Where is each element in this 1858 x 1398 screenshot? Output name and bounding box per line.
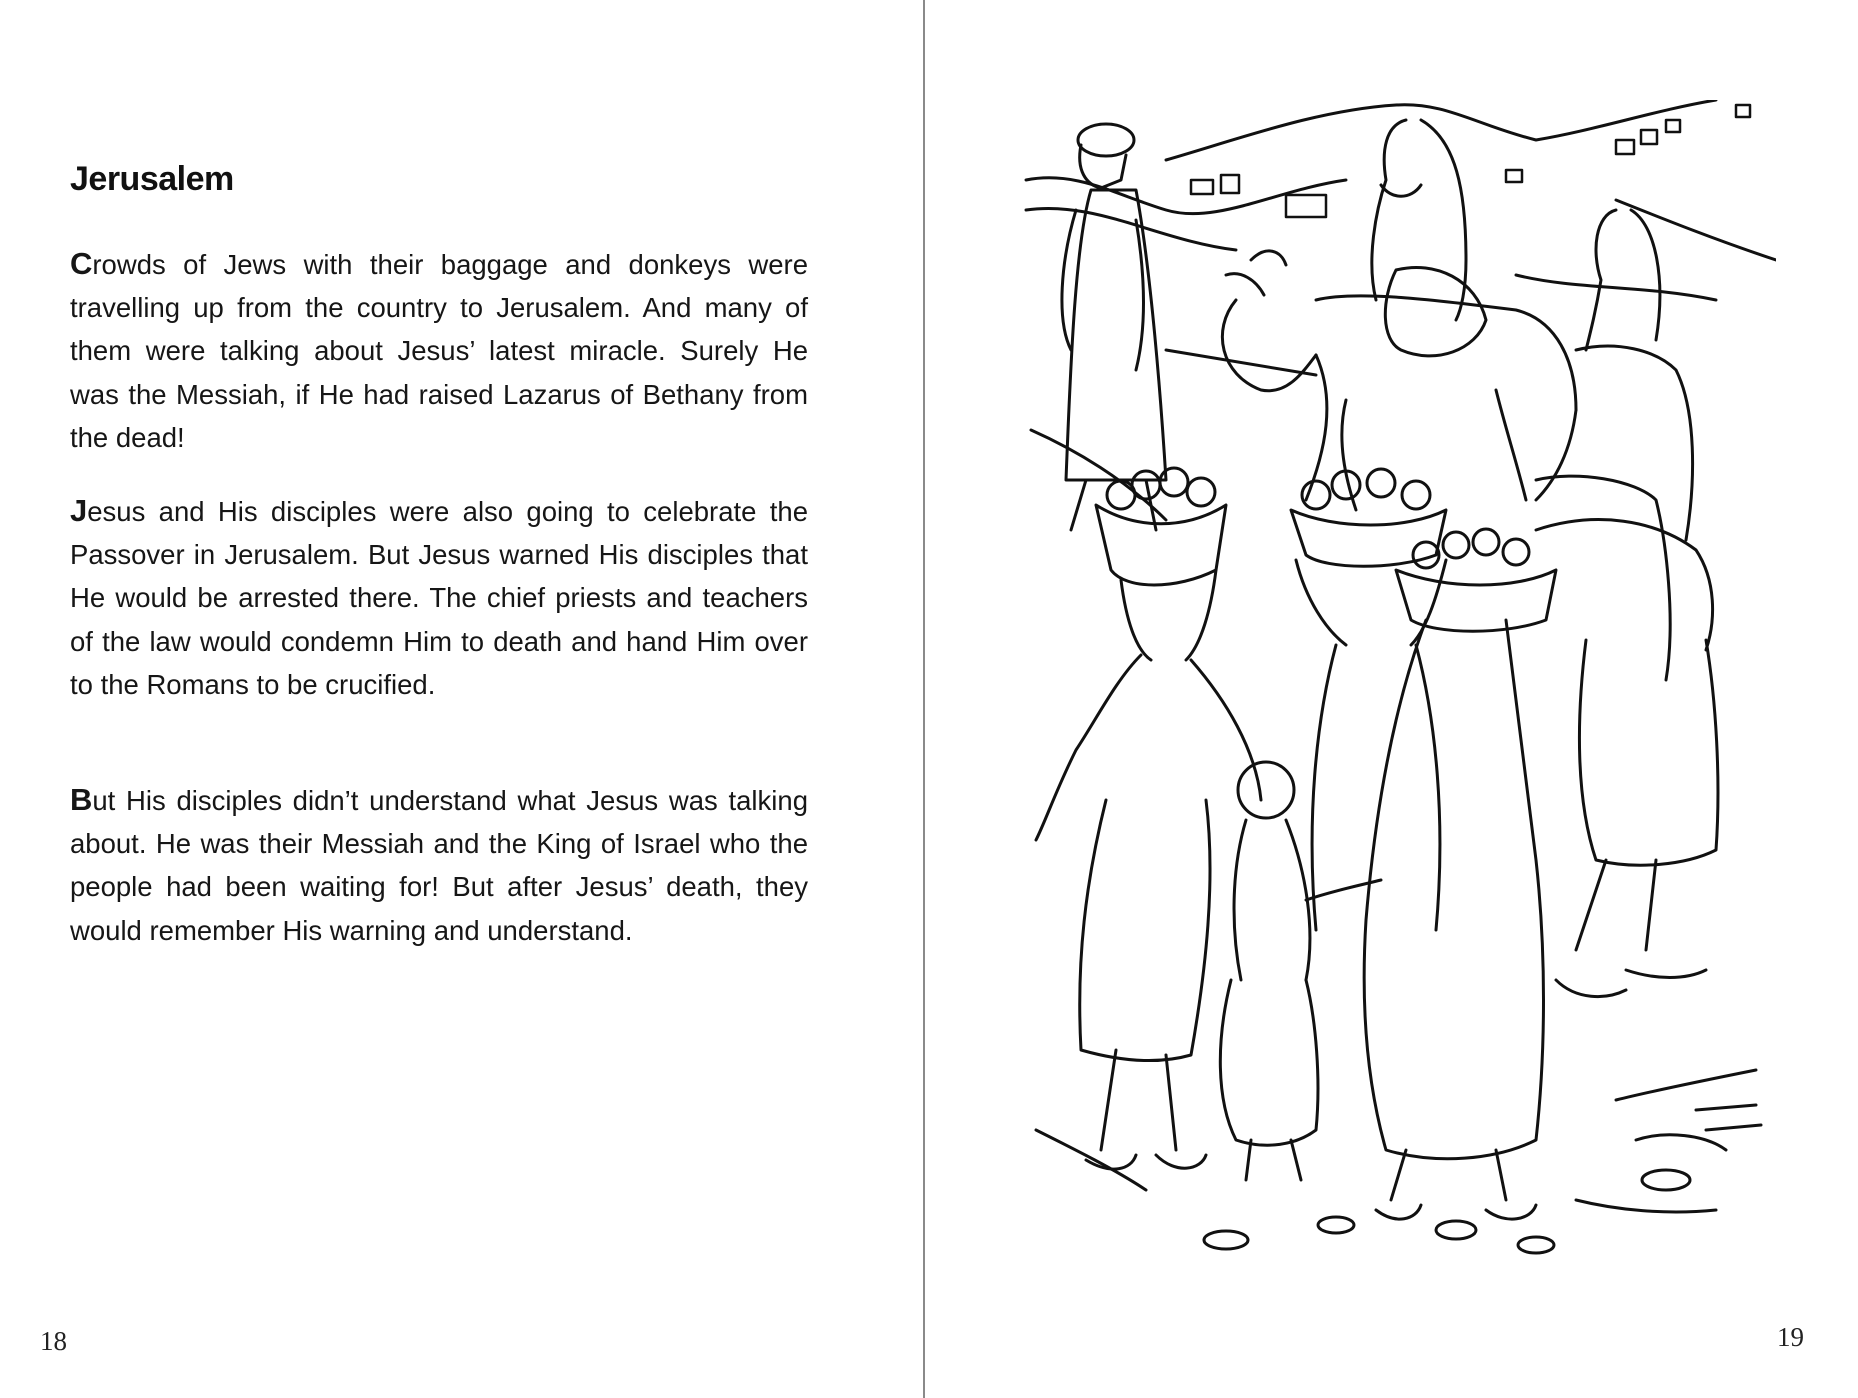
distant-buildings: [1191, 105, 1750, 217]
man-right-with-bundle: [1536, 210, 1718, 997]
woman-left-foreground: [1036, 570, 1261, 1169]
page-number-left: 18: [40, 1326, 67, 1356]
crowd-illustration: [1016, 100, 1776, 1280]
paragraph-text: esus and His disciples were also going to celebrate the Passover in Jerusalem. But Jesus warned His disciples that He would be arrested there. The chief priests and teachers of the law would condemn Him to death and hand Him over to the Romans to be crucified.: [70, 496, 808, 700]
left-page: [0, 0, 924, 1398]
ground-and-stones: [1036, 1070, 1761, 1253]
paragraph-1: [70, 242, 808, 459]
drop-cap: J: [70, 493, 88, 528]
drop-cap: B: [70, 782, 93, 817]
child: [1220, 762, 1381, 1180]
paragraph-2: [70, 489, 808, 706]
man-with-staff: [1062, 124, 1316, 530]
hills: [1026, 100, 1776, 520]
book-gutter: [923, 0, 925, 1398]
paragraph-text: rowds of Jews with their baggage and donkeys were travelling up from the country to Jerusalem. And many of them were talking about Jesus’ latest miracle. Surely He was the Messiah, if He had raised Lazarus of Bethany from the dead!: [70, 249, 808, 453]
page-title: Jerusalem: [70, 160, 234, 198]
woman-on-donkey: [1372, 120, 1486, 356]
woman-center-foreground: [1296, 560, 1544, 1219]
page-number-right: 19: [1777, 1322, 1804, 1352]
drop-cap: C: [70, 246, 93, 281]
paragraph-text: ut His disciples didn’t understand what Jesus was talking about. He was their Messiah and the King of Israel who the people had been waiting for! But after Jesus’ death, they would remember His warning and understand.: [70, 785, 808, 946]
fruit-baskets: [1096, 468, 1556, 631]
donkey: [1222, 251, 1576, 510]
right-page: [926, 0, 1858, 1398]
paragraph-3: [70, 778, 808, 952]
